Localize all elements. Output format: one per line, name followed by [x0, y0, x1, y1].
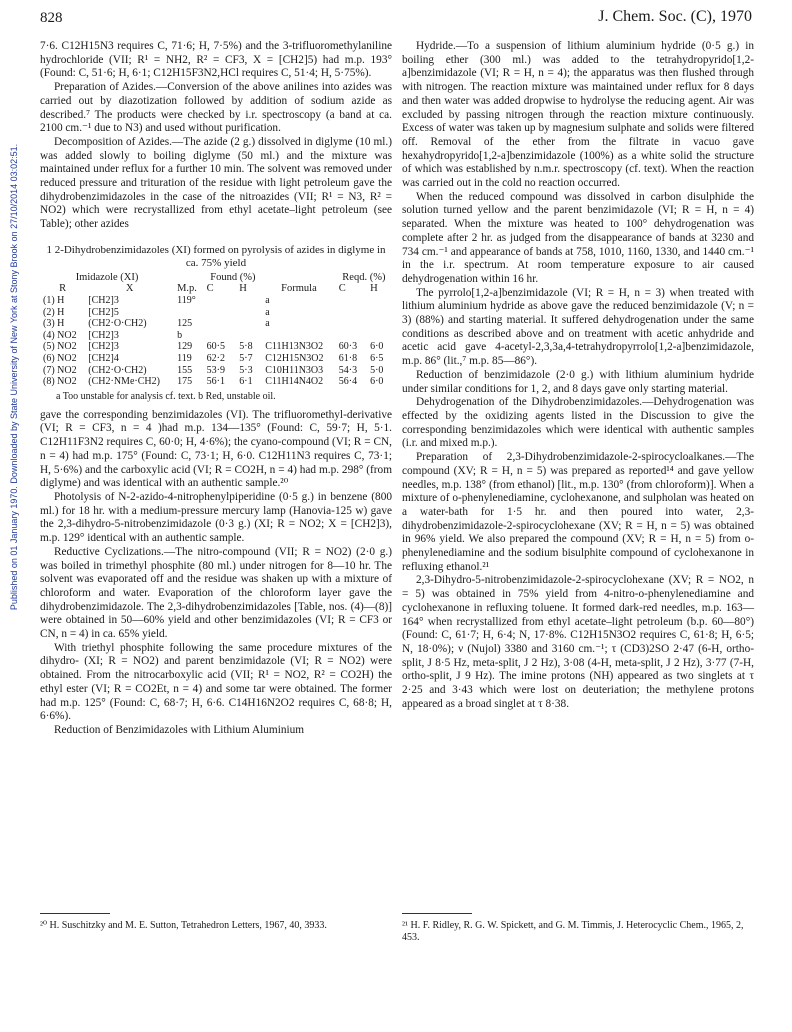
left-column: [40, 40, 392, 738]
table-cell: [CH2]3: [88, 295, 119, 307]
table-cell: [CH2]3: [88, 341, 119, 353]
table-cell: (5) NO2: [43, 341, 77, 353]
table-cell: 6·0: [370, 341, 384, 353]
table-cell: (7) NO2: [43, 364, 77, 376]
table-header-row: [40, 283, 392, 295]
table-title: 1 2-Dihydrobenzimidazoles (XI) formed on pyrolysis of azides in diglyme in ca. 75% yield: [46, 243, 386, 269]
table-cell: [336, 318, 367, 330]
table-cell: 155: [177, 364, 193, 376]
table-cell: a: [265, 295, 270, 307]
table-cell: 61·8: [338, 353, 358, 364]
paragraph: Reductive Cyclizations.—The nitro-compound (VII; R = NO2) (2·0 g.) was boiled in trimethyl phosphite (80 ml.) under nitrogen for 8—10 hr. The solvent was evaporated off and the residue was shaken up with a mixture of chloroform and water. Evaporation of the chloroform layer gave the dihydrobenzimidazole. The 2,3-dihydrobenzimidazoles [Table, nos. (4)—(8)] were obtained in 50—60% yield and other benzimidazoles (VI; R = CF3 or CN, n = 4) in ca. 65% yield.: [40, 545, 392, 641]
paragraph: When the reduced compound was dissolved in carbon disulphide the solution turned yellow and the parent benzimidazole (VI; R = H, n = 4) separated. When the mixture was heated to 100° dehydrogenation was complete after 2 hr. as judged from the disappearance of bands at 3230 and 734 cm.⁻¹ and appearance of bands at 758, 1010, 1160, 1330, and 1440 cm.⁻¹ in the i.r. spectrum. At room temperature exposure to air caused dehydrogenation within 16 hr.: [402, 190, 754, 285]
table-cell: 5·0: [370, 364, 384, 376]
paragraph: Decomposition of Azides.—The azide (2 g.) dissolved in diglyme (10 ml.) was added slowly to boiling diglyme (50 ml.) and the mixture was maintained under reflux for a further 10 min. The solvent was removed under reduced pressure and trituration of the residue with light petroleum gave the dihydrobenzimidazoles in the case of the nitroazides (VII; R¹ = N3, R² = NO2) which were recrystallized from ethyl acetate–light petroleum (see Table); other azides: [40, 135, 392, 231]
table-cell: [367, 307, 392, 319]
table-row: [40, 353, 392, 365]
table-cell: [204, 295, 237, 307]
paragraph: With triethyl phosphite following the same procedure mixtures of the dihydro- (XI; R = NO2) and parent benzimidazole (VI; R = NO2) were obtained. From the nitrocarboxylic acid (VII; R¹ = NO2, R² = CO2H) the ethyl ester (VI; R = CO2Et, n = 4) and some tar were obtained. The former had m.p. 125° (Found: C, 68·7; H, 6·6. C14H16N2O2 requires C, 68·8; H, 6·6%).: [40, 641, 392, 723]
table-cell: C10H11N3O3: [265, 364, 324, 376]
table-cell: [367, 295, 392, 307]
table-cell: [236, 295, 262, 307]
paragraph: Reduction of benzimidazole (2·0 g.) with lithium aluminium hydride under similar conditions for 1, 2, and 8 days gave only starting material.: [402, 368, 754, 395]
paragraph: Dehydrogenation of the Dihydrobenzimidazoles.—Dehydrogenation was effected by the oxidizing agents listed in the Discussion to give the corresponding benzimidazoles which were identical with authentic samples (i.r. and mixed m.p.).: [402, 396, 754, 450]
paragraph: Hydride.—To a suspension of lithium aluminium hydride (0·5 g.) in boiling ether (300 ml.) was added to the tetrahydropyrido[1,2-a]benzimidazole (VI; R = H, n = 4); the apparatus was then flushed through with nitrogen. The reaction mixture was maintained under reflux for 8 days and then water was added dropwise to hydrolyse the reducing agent. Air was excluded by passing nitrogen through the reaction mixture continuously. Excess of water was taken up by magnesium sulphate and solids were filtered off. Removal of the ether from the filtrate in vacuo gave hexahydropyrido[1,2-a]benzimidazole (100%) as a white solid the structure of which was established by n.m.r. spectroscopy (cf. text). When the reaction was carried out in the cold no reaction occurred.: [402, 40, 754, 190]
col-header: C: [338, 283, 346, 295]
table-cell: a: [265, 318, 270, 330]
footnote-21: ²¹ H. F. Ridley, R. G. W. Spickett, and G. M. Timmis, J. Heterocyclic Chem., 1965, 2, 453.: [402, 920, 744, 943]
table-cell: (6) NO2: [43, 353, 77, 364]
paragraph: Preparation of 2,3-Dihydrobenzimidazole-2-spirocycloalkanes.—The compound (XV; R = H, n = 5) was prepared as reported¹⁴ and gave yellow needles, m.p. 138° (from ethanol) [lit., m.p. 130° (from chloroform)]. When a mixture of o-phenylenediamine, cyclohexanone, and sulpholan was heated on a water-bath for 1·5 hr. and then poured into water, 2,3-dihydrobenzimidazole-2-spirocyclohexane (XV; R = H, n = 5) was obtained in 96% yield. We also prepared the compound (XV; R = H, n = 5) from o-phenylenediamine and the sodium bisulphite compound of cyclohexanone in refluxing ethanol.²¹: [402, 451, 754, 573]
table-cell: b: [177, 329, 183, 341]
table-cell: C11H13N3O2: [265, 341, 324, 353]
table-row: [40, 376, 392, 388]
table-cell: 6·1: [239, 376, 253, 388]
table-cell: (3) H: [43, 318, 65, 330]
table-cell: [204, 318, 237, 330]
col-header: H: [370, 283, 378, 295]
group-header-found: Found (%): [210, 271, 256, 283]
table-cell: 56·4: [338, 376, 358, 388]
table-cell: 119: [177, 353, 192, 364]
table-cell: (2) H: [43, 306, 65, 318]
table-cell: [CH2]5: [88, 306, 119, 318]
table-cell: a: [265, 306, 270, 318]
table-cell: [336, 295, 367, 307]
table-cell: 5·8: [239, 341, 253, 353]
table-cell: 125: [177, 318, 193, 330]
paragraph: gave the corresponding benzimidazoles (VI). The trifluoromethyl-derivative (VI; R = CF3, n = 4 )had m.p. 134—135° (Found: C, 59·7; H, 5·1. C12H11F3N2 requires C, 60·0; H, 4·6%); the cyano-compound (VI; R = CN, n = 4) had m.p. 175° (Found: C, 73·1; H, 6·0. C12H11N3 requires C, 73·1; H, 5·6%) and the carboxylic acid (VI; R = CO2H, n = 4) had m.p. 298° (from diglyme) and was identical with an authentic sample.²⁰: [40, 408, 392, 490]
table-cell: [336, 307, 367, 319]
table-cell: [236, 330, 262, 342]
table-group-header: [40, 272, 392, 284]
table-cell: [CH2]3: [88, 329, 119, 341]
table-row: [40, 307, 392, 319]
paragraph: 2,3-Dihydro-5-nitrobenzimidazole-2-spirocyclohexane (XV; R = NO2, n = 5) was obtained in 75% yield from 4-nitro-o-phenylenediamine and cyclohexanone in refluxing toluene. It formed dark-red needles, m.p. 163—164° when recrystallized from ethyl acetate–light petroleum (b.p. 60—80°) (Found: C, 61·7; H, 6·4; N, 17·8%. C12H15N3O2 requires C, 61·8; H, 6·5; N, 18·0%); ν (Nujol) 3380 and 3160 cm.⁻¹; τ (CD3)2SO 2·47 (6-H, ortho-split, J 8·5 Hz, meta-split, J 2 Hz), 3·08 (4-H, meta-split, J 2 Hz), 3·77 (7-H, ortho-split, J 9 Hz). The imine protons (NH) appeared as two singlets at τ 2·25 and 3·43 which were lost on deuteriation; the methylene protons appeared as a broad singlet at τ 8·38.: [402, 574, 754, 710]
group-header-reqd: Reqd. (%): [342, 271, 386, 283]
table-row: [40, 330, 392, 342]
table-cell: 56·1: [206, 376, 225, 388]
group-header-imidazole: Imidazole (XI): [75, 271, 139, 283]
paragraph: Photolysis of N-2-azido-4-nitrophenylpiperidine (0·5 g.) in benzene (800 ml.) for 18 hr. with a medium-pressure mercury lamp (Hanovia-125 w) gave the 2,3-dihydro-5-nitrobenzimidazole (0·3 g.) (XI; R = NO2; X = [CH2]3), m.p. 129° identical with an authentic sample.: [40, 491, 392, 545]
table-cell: [236, 307, 262, 319]
right-column: [402, 40, 754, 711]
table-cell: [367, 318, 392, 330]
table-cell: 6·5: [370, 353, 384, 364]
paragraph: 7·6. C12H15N3 requires C, 71·6; H, 7·5%) and the 3-trifluoromethylaniline hydrochloride (VII; R¹ = NH2, R² = CF3, X = [CH2]5) had m.p. 193° (Found: C, 51·6; H, 6·1; C12H15F3N2,HCl requires C, 51·4; H, 5·75%).: [40, 40, 392, 80]
table-cell: 54·3: [338, 364, 358, 376]
table-cell: (CH2·O·CH2): [88, 318, 147, 330]
col-header: Formula: [281, 283, 317, 295]
table-row: [40, 318, 392, 330]
table-cell: [204, 307, 237, 319]
col-header: M.p.: [177, 283, 197, 295]
paragraph: Reduction of Benzimidazoles with Lithium Aluminium: [54, 723, 305, 736]
data-table: [40, 272, 392, 388]
table-cell: C12H15N3O2: [265, 353, 324, 364]
results-table: [40, 244, 392, 403]
table-cell: [336, 330, 367, 342]
table-cell: 119°: [177, 295, 196, 307]
table-cell: (4) NO2: [43, 329, 77, 341]
col-header: H: [239, 283, 247, 295]
download-stamp: [2, 110, 20, 650]
table-cell: 175: [177, 376, 193, 388]
col-header: R: [59, 283, 67, 295]
table-footnote: a Too unstable for analysis cf. text. b Red, unstable oil.: [56, 390, 276, 402]
table-cell: 129: [177, 341, 193, 353]
table-cell: [262, 330, 336, 342]
page-number: 828: [40, 10, 63, 26]
footnote-20: ²⁰ H. Suschitzky and M. E. Sutton, Tetrahedron Letters, 1967, 40, 3933.: [40, 920, 327, 931]
footnote-rule: [402, 913, 472, 914]
table-cell: 60·3: [338, 341, 358, 353]
table-cell: (CH2·O·CH2): [88, 364, 147, 376]
paragraph: Preparation of Azides.—Conversion of the above anilines into azides was carried out by diazotization followed by addition of sodium azide as described.⁷ The products were checked by i.r. spectroscopy (a band at ca. 2100 cm.⁻¹ due to N3) and used without purification.: [40, 81, 392, 135]
table-row: [40, 295, 392, 307]
col-header: X: [125, 283, 134, 295]
table-row: [40, 341, 392, 353]
table-cell: 5·3: [239, 364, 253, 376]
table-cell: [236, 318, 262, 330]
table-cell: [204, 330, 237, 342]
download-stamp-text: Published on 01 January 1970. Downloaded by State University of New York at Stony Brook on 27/10/2014 03:02:51.: [9, 143, 19, 611]
table-cell: 53·9: [206, 364, 225, 376]
table-cell: [367, 330, 392, 342]
table-cell: C11H14N4O2: [265, 376, 324, 388]
journal-header: J. Chem. Soc. (C), 1970: [598, 8, 752, 25]
table-cell: 62·2: [206, 353, 225, 364]
table-cell: [174, 307, 204, 319]
table-cell: (1) H: [43, 295, 65, 307]
table-cell: (CH2·NMe·CH2): [88, 376, 160, 388]
table-row: [40, 365, 392, 377]
table-cell: 60·5: [206, 341, 225, 353]
table-cell: 6·0: [370, 376, 384, 388]
table-cell: 5·7: [239, 353, 253, 364]
table-cell: (8) NO2: [43, 376, 77, 388]
col-header: C: [206, 283, 214, 295]
paragraph: The pyrrolo[1,2-a]benzimidazole (VI; R = H, n = 3) when treated with lithium aluminium hydride as above gave the reduced benzimidazole (V; n = 3) (88%) and starting material. It suffered dehydrogenation under the same conditions as described above and on treatment with acetic anhydride and acetic acid gave 4-acetyl-2,3,3a,4-tetrahydropyrrolo[1,2-a]benzimidazole, m.p. 86° (lit.,⁷ m.p. 85—86°).: [402, 286, 754, 368]
table-cell: [CH2]4: [88, 353, 119, 364]
footnote-rule: [40, 913, 110, 914]
